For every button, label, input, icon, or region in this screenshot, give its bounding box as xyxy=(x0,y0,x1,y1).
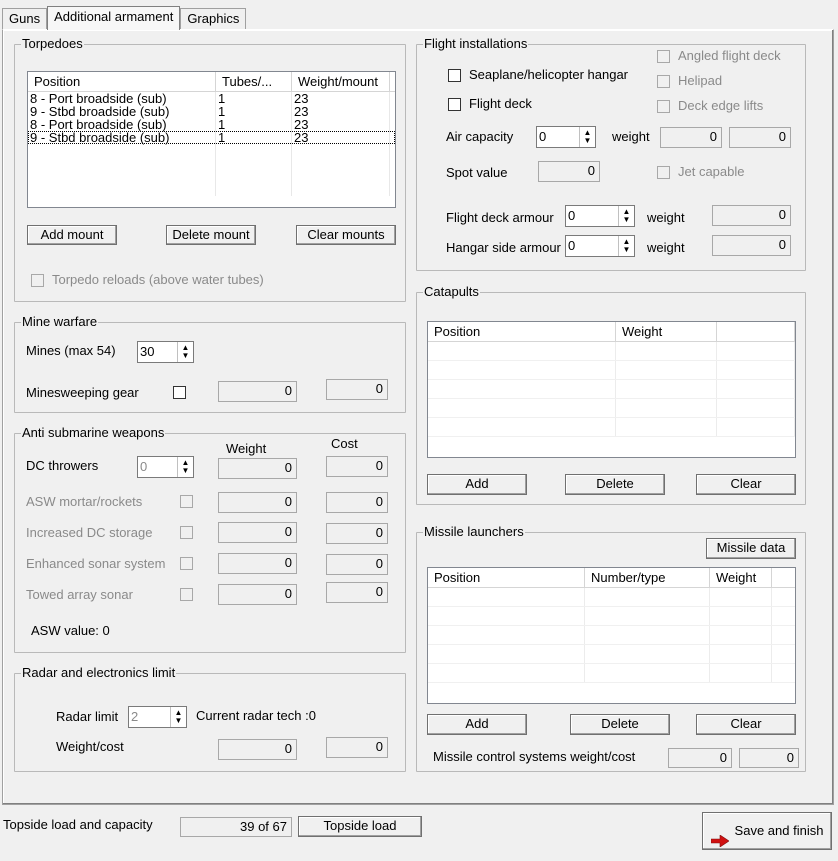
cell-position: 9 - Stbd broadside (sub) xyxy=(28,105,216,118)
hangar-label: Seaplane/helicopter hangar xyxy=(469,67,629,82)
cell-position: 9 - Stbd broadside (sub) xyxy=(28,131,216,144)
air-cost: 0 xyxy=(729,127,791,148)
minesweeping-weight: 0 xyxy=(218,381,297,402)
table-row[interactable] xyxy=(28,131,395,144)
dc-storage-weight: 0 xyxy=(218,522,297,543)
radar-title: Radar and electronics limit xyxy=(22,665,176,680)
cell-tubes: 1 xyxy=(216,131,292,144)
missile-clear-button[interactable]: Clear xyxy=(696,714,796,735)
mines-spinner[interactable] xyxy=(137,341,194,363)
topside-load-label: Topside load and capacity xyxy=(3,817,153,832)
tab-strip xyxy=(2,6,246,30)
red-arrow-icon xyxy=(711,825,729,837)
catapults-title: Catapults xyxy=(424,284,479,299)
air-capacity-spinner[interactable] xyxy=(536,126,596,148)
cell-position: 8 - Port broadside (sub) xyxy=(28,118,216,131)
towed-array-checkbox[interactable] xyxy=(180,588,193,601)
missile-launchers-title: Missile launchers xyxy=(424,524,524,539)
spinner-arrows-icon[interactable]: ▲ ▼ xyxy=(618,236,634,256)
save-and-finish-label: Save and finish xyxy=(734,823,824,838)
asw-weight-header: Weight xyxy=(226,441,267,456)
flight-deck-armour-weight-label: weight xyxy=(647,210,685,225)
dc-throwers-value: 0 xyxy=(140,459,148,474)
tab-additional-armament[interactable]: Additional armament xyxy=(47,6,180,30)
cell-weight: 23 xyxy=(292,105,390,118)
cell-tubes: 1 xyxy=(216,118,292,131)
dc-storage-cost: 0 xyxy=(326,523,388,544)
spinner-arrows-icon[interactable]: ▲ ▼ xyxy=(579,127,595,147)
catapults-list[interactable] xyxy=(427,321,796,458)
torpedo-reloads-checkbox[interactable] xyxy=(31,274,44,287)
sonar-checkbox[interactable] xyxy=(180,557,193,570)
add-mount-button[interactable]: Add mount xyxy=(27,225,117,245)
flight-deck-armour-spinner[interactable] xyxy=(565,205,635,227)
jet-capable-checkbox[interactable] xyxy=(657,166,670,179)
jet-capable-label: Jet capable xyxy=(678,164,745,179)
air-capacity-label: Air capacity xyxy=(446,129,514,144)
topside-load-value: 39 of 67 xyxy=(180,817,292,837)
col-position[interactable]: Position xyxy=(28,72,216,91)
catapult-delete-button[interactable]: Delete xyxy=(565,474,665,495)
catapult-clear-button[interactable]: Clear xyxy=(696,474,796,495)
dc-throwers-cost: 0 xyxy=(326,456,388,477)
air-weight-label: weight xyxy=(612,129,650,144)
asw-title: Anti submarine weapons xyxy=(22,425,165,440)
tab-guns[interactable]: Guns xyxy=(2,8,47,30)
cell-weight: 23 xyxy=(292,92,390,105)
flight-deck-checkbox[interactable] xyxy=(448,98,461,111)
empty-row xyxy=(428,399,795,418)
save-and-finish-button[interactable] xyxy=(702,812,832,850)
torpedo-reloads-label: Torpedo reloads (above water tubes) xyxy=(52,272,264,287)
asw-value: ASW value: 0 xyxy=(31,623,110,638)
spot-value-label: Spot value xyxy=(446,165,508,180)
sonar-cost: 0 xyxy=(326,554,388,575)
empty-row xyxy=(428,418,795,437)
dc-throwers-label: DC throwers xyxy=(26,458,99,473)
empty-row xyxy=(28,183,395,196)
empty-row xyxy=(428,607,795,626)
hangar-armour-label: Hangar side armour xyxy=(446,240,561,255)
flight-deck-armour-label: Flight deck armour xyxy=(446,210,554,225)
empty-row xyxy=(428,361,795,380)
missile-control-weight: 0 xyxy=(668,748,732,768)
col-number-type[interactable]: Number/type xyxy=(585,568,710,587)
towed-array-cost: 0 xyxy=(326,582,388,603)
minesweeping-cost: 0 xyxy=(326,379,388,400)
deck-edge-lifts-label: Deck edge lifts xyxy=(678,98,764,113)
spot-value: 0 xyxy=(538,161,600,182)
empty-row xyxy=(28,144,395,157)
missile-data-button[interactable]: Missile data xyxy=(706,538,796,559)
radar-limit-value: 2 xyxy=(131,709,139,724)
delete-mount-button[interactable]: Delete mount xyxy=(166,225,256,245)
spinner-arrows-icon[interactable]: ▲ ▼ xyxy=(618,206,634,226)
cell-weight: 23 xyxy=(292,118,390,131)
hangar-armour-spinner[interactable] xyxy=(565,235,635,257)
empty-row xyxy=(428,342,795,361)
helipad-label: Helipad xyxy=(678,73,723,88)
col-position[interactable]: Position xyxy=(428,322,616,341)
spinner-arrows-icon[interactable]: ▲ ▼ xyxy=(170,707,186,727)
catapult-add-button[interactable]: Add xyxy=(427,474,527,495)
mines-label: Mines (max 54) xyxy=(26,343,116,358)
radar-limit-spinner[interactable] xyxy=(128,706,187,728)
missile-delete-button[interactable]: Delete xyxy=(570,714,670,735)
col-position[interactable]: Position xyxy=(428,568,585,587)
sonar-weight: 0 xyxy=(218,553,297,574)
asw-mortar-cost: 0 xyxy=(326,492,388,513)
empty-row xyxy=(428,626,795,645)
torpedo-list-header xyxy=(28,72,395,92)
missile-add-button[interactable]: Add xyxy=(427,714,527,735)
radar-weight: 0 xyxy=(218,739,297,760)
hangar-armour-weight: 0 xyxy=(712,235,791,256)
hangar-armour-weight-label: weight xyxy=(647,240,685,255)
empty-row xyxy=(428,380,795,399)
helipad-checkbox[interactable] xyxy=(657,75,670,88)
minesweeping-label: Minesweeping gear xyxy=(26,385,139,400)
flight-deck-label: Flight deck xyxy=(469,96,532,111)
clear-mounts-button[interactable]: Clear mounts xyxy=(296,225,396,245)
col-tubes[interactable]: Tubes/... xyxy=(216,72,292,91)
cell-tubes: 1 xyxy=(216,92,292,105)
empty-row xyxy=(428,588,795,607)
mines-value: 30 xyxy=(140,344,155,359)
col-empty[interactable] xyxy=(717,322,795,341)
air-capacity-value: 0 xyxy=(539,129,547,144)
cell-tubes: 1 xyxy=(216,105,292,118)
sonar-label: Enhanced sonar system xyxy=(26,556,166,571)
col-weight[interactable]: Weight xyxy=(710,568,772,587)
cell-weight: 23 xyxy=(292,131,390,144)
dc-throwers-weight: 0 xyxy=(218,458,297,479)
catapults-list-header xyxy=(428,322,795,342)
missile-control-label: Missile control systems weight/cost xyxy=(433,749,636,764)
asw-cost-header: Cost xyxy=(331,436,358,451)
empty-row xyxy=(428,645,795,664)
missile-control-cost: 0 xyxy=(739,748,799,768)
col-weight[interactable]: Weight xyxy=(616,322,717,341)
towed-array-weight: 0 xyxy=(218,584,297,605)
empty-row xyxy=(28,170,395,183)
spinner-arrows-icon[interactable]: ▲ ▼ xyxy=(177,457,193,477)
radar-weight-cost-label: Weight/cost xyxy=(56,739,124,754)
asw-mortar-weight: 0 xyxy=(218,492,297,513)
deck-edge-lifts-checkbox[interactable] xyxy=(657,100,670,113)
flight-installations-title: Flight installations xyxy=(424,36,528,51)
torpedoes-title: Torpedoes xyxy=(22,36,83,51)
dc-storage-checkbox[interactable] xyxy=(180,526,193,539)
minesweeping-checkbox[interactable] xyxy=(173,386,186,399)
dc-storage-label: Increased DC storage xyxy=(26,525,153,540)
current-radar-tech: Current radar tech :0 xyxy=(196,708,316,723)
radar-cost: 0 xyxy=(326,737,388,758)
col-weight-mount[interactable]: Weight/mount xyxy=(292,72,390,91)
towed-array-label: Towed array sonar xyxy=(26,587,133,602)
empty-row xyxy=(28,157,395,170)
hangar-checkbox[interactable] xyxy=(448,69,461,82)
air-weight: 0 xyxy=(660,127,722,148)
asw-mortar-checkbox[interactable] xyxy=(180,495,193,508)
hangar-armour-value: 0 xyxy=(568,238,576,253)
dc-throwers-spinner[interactable] xyxy=(137,456,194,478)
mine-warfare-title: Mine warfare xyxy=(22,314,98,329)
radar-limit-label: Radar limit xyxy=(56,709,119,724)
flight-deck-armour-weight: 0 xyxy=(712,205,791,226)
angled-deck-label: Angled flight deck xyxy=(678,48,781,63)
empty-row xyxy=(428,664,795,683)
tab-graphics[interactable]: Graphics xyxy=(180,8,246,30)
topside-load-button[interactable]: Topside load xyxy=(298,816,422,837)
angled-deck-checkbox[interactable] xyxy=(657,50,670,63)
missile-list-header xyxy=(428,568,795,588)
flight-deck-armour-value: 0 xyxy=(568,208,576,223)
spinner-arrows-icon[interactable]: ▲ ▼ xyxy=(177,342,193,362)
missile-launchers-list[interactable] xyxy=(427,567,796,704)
asw-mortar-label: ASW mortar/rockets xyxy=(26,494,143,509)
cell-position: 8 - Port broadside (sub) xyxy=(28,92,216,105)
torpedo-mount-list[interactable] xyxy=(27,71,396,208)
